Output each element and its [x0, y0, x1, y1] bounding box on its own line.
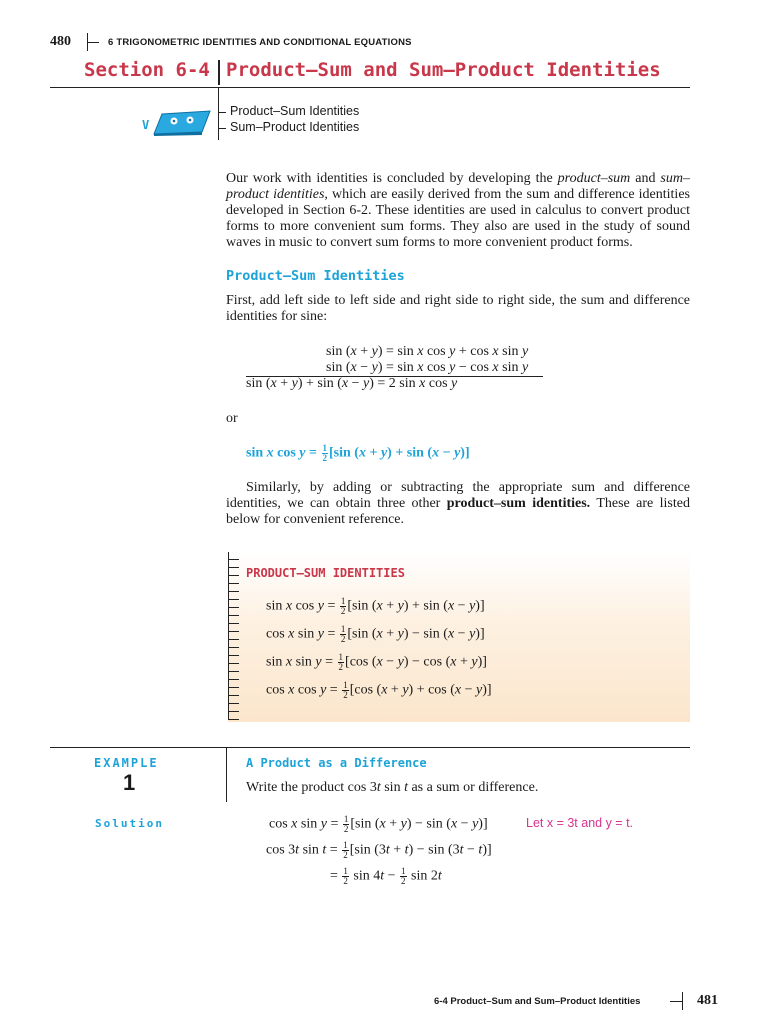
equation-sin-diff: sin (x − y) = sin x cos y − cos x sin y — [326, 360, 529, 375]
page-number-left: 480 — [50, 34, 71, 49]
header-tick-bar — [87, 42, 99, 43]
add-paragraph: First, add left side to left side and right side to right side, the sum and difference identities for sine: — [226, 293, 690, 324]
page-number-right: 481 — [697, 993, 718, 1008]
solution-line-3: = $\frac{1}{2}$ sin 4t − $\frac{1}{2}$ sin 2t — [330, 866, 442, 886]
example-divider — [226, 748, 227, 802]
example-title: A Product as a Difference — [246, 756, 427, 770]
subhead-product-sum: Product–Sum Identities — [226, 268, 405, 284]
identity-cos-sin: cos x sin y = $\frac{1}{2}$ [sin (x + y) − sin (x − y)] — [266, 624, 485, 644]
footer-tick-bar — [670, 1001, 682, 1002]
solution-line-2: cos 3t sin t = $\frac{1}{2}$ [sin (3t + t) − sin (3t − t)] — [266, 840, 492, 860]
section-title: Product–Sum and Sum–Product Identities — [226, 59, 661, 81]
example-label: EXAMPLE — [94, 756, 159, 770]
identity-sin-sin: sin x sin y = $\frac{1}{2}$ [cos (x − y) − cos (x + y)] — [266, 652, 487, 672]
toc-item-1: Product–Sum Identities — [230, 104, 360, 118]
highlighted-identity: sin x cos y = $\frac{1}{2}$ [sin (x + y) + sin (x − y)] — [246, 443, 470, 463]
box-title: PRODUCT–SUM IDENTITIES — [246, 566, 405, 580]
identity-sin-cos: sin x cos y = $\frac{1}{2}$ [sin (x + y) + sin (x − y)] — [266, 596, 485, 616]
running-foot: 6-4 Product–Sum and Sum–Product Identities — [434, 996, 641, 1007]
equation-sin-sum: sin (x + y) = sin x cos y + cos x sin y — [326, 344, 529, 359]
solution-label: Solution — [95, 817, 164, 830]
tape-cassette-icon — [152, 110, 212, 136]
toc-vertical-line — [218, 88, 219, 140]
toc-item-2: Sum–Product Identities — [230, 120, 360, 134]
section-rule — [50, 87, 690, 88]
identity-cos-cos: cos x cos y = $\frac{1}{2}$ [cos (x + y) + cos (x − y)] — [266, 680, 492, 700]
section-number: Section 6-4 — [84, 59, 210, 81]
toc-tick-2 — [218, 128, 226, 129]
solution-line-1: cos x sin y = $\frac{1}{2}$ [sin (x + y) − sin (x − y)] — [269, 814, 488, 834]
toc-tick-1 — [218, 112, 226, 113]
example-rule — [50, 747, 690, 748]
box-ruler — [228, 552, 239, 720]
solution-note: Let x = 3t and y = t. — [526, 816, 634, 830]
section-title-divider — [218, 60, 220, 85]
toc-badge-letter: V — [142, 118, 150, 132]
footer-tick — [682, 992, 683, 1010]
example-problem: Write the product cos 3t sin t as a sum or difference. — [246, 780, 539, 795]
or-text: or — [226, 411, 238, 426]
intro-paragraph: Our work with identities is concluded by developing the product–sum and sum–product identities, which are easily derived from the sum and difference identities developed in Section 6-2. These identities are used in calculus to convert product forms to more convenient sum forms. They also are used in the study of sound waves in music to convert sum forms to more convenient product forms. — [226, 171, 690, 250]
similarly-paragraph: Similarly, by adding or subtracting the appropriate sum and difference identities, we can obtain three other product–sum identities. These are listed below for convenient reference. — [226, 480, 690, 527]
running-head: 6 TRIGONOMETRIC IDENTITIES AND CONDITIONAL EQUATIONS — [108, 37, 412, 48]
example-number: 1 — [123, 770, 136, 795]
equation-sum-result: sin (x + y) + sin (x − y) = 2 sin x cos y — [246, 376, 458, 391]
